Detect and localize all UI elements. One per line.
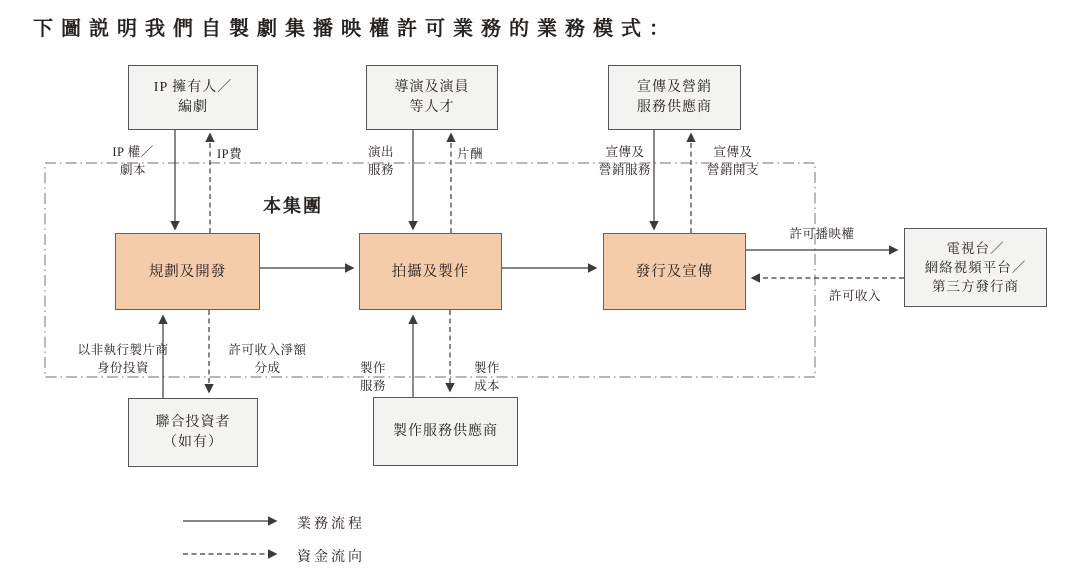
label-performance-service-line2: 服務: [367, 163, 394, 177]
label-marketing-expense: [696, 143, 770, 179]
label-production-cost-line1: 製作: [473, 361, 500, 375]
legend-fund-flow-label: 資金流向: [297, 550, 365, 565]
box-production-provider-label: 製作服務供應商: [393, 423, 498, 439]
label-net-income-share-line2: 分成: [254, 361, 281, 375]
label-marketing-expense-line2: 營銷開支: [706, 163, 759, 177]
label-production-service-line2: 服務: [359, 379, 386, 393]
box-talent: [366, 65, 498, 130]
box-broadcaster-line2: 網絡視頻平台／: [924, 260, 1027, 275]
legend-business-flow-label: 業務流程: [297, 517, 365, 532]
label-production-cost: [464, 359, 510, 395]
group-label: 本集團: [263, 196, 323, 216]
label-production-service: [350, 359, 396, 395]
box-co-investors-line1: 聯合投資者: [155, 414, 231, 430]
label-marketing-service: [588, 143, 662, 179]
label-non-executive-investment: [58, 341, 188, 377]
label-non-executive-investment-line1: 以非執行製片商: [77, 343, 169, 357]
box-co-investors-line2: （如有）: [163, 434, 223, 450]
label-non-executive-investment-line2: 身份投資: [96, 361, 149, 375]
box-marketing-provider-line2: 服務供應商: [637, 99, 712, 115]
box-planning-label: 規劃及開發: [148, 263, 227, 280]
label-license-broadcast-right: 許可播映權: [789, 227, 855, 241]
box-filming: [359, 233, 502, 310]
label-marketing-service-line2: 營銷服務: [598, 163, 651, 177]
box-marketing-provider: [608, 65, 741, 130]
box-filming-label: 拍攝及製作: [391, 263, 470, 280]
box-co-investors: [128, 398, 258, 467]
box-broadcaster-line1: 電視台／: [946, 241, 1005, 256]
label-ip-rights-line2: 劇本: [119, 163, 146, 177]
label-remuneration: 片酬: [457, 147, 484, 161]
label-marketing-expense-line1: 宣傳及: [713, 145, 753, 159]
box-distribution-label: 發行及宣傳: [635, 263, 714, 280]
box-talent-line1: 導演及演員: [394, 79, 470, 95]
box-ip-owner-line1: IP 擁有人／: [153, 79, 233, 95]
box-ip-owner-line2: 編劇: [178, 99, 208, 115]
box-broadcaster: [904, 228, 1047, 307]
box-production-provider: [373, 397, 518, 466]
box-distribution: [603, 233, 746, 310]
box-marketing-provider-line1: 宣傳及營銷: [637, 79, 712, 95]
box-ip-owner: [128, 65, 258, 130]
label-net-income-share-line1: 許可收入淨額: [228, 343, 307, 357]
diagram-title: 下圖説明我們自製劇集播映權許可業務的業務模式：: [33, 18, 677, 40]
label-performance-service-line1: 演出: [367, 145, 394, 159]
label-production-service-line1: 製作: [359, 361, 386, 375]
box-planning: [115, 233, 260, 310]
label-performance-service: [356, 143, 406, 179]
label-marketing-service-line1: 宣傳及: [605, 145, 645, 159]
label-ip-rights: [96, 143, 170, 179]
box-broadcaster-line3: 第三方發行商: [932, 279, 1019, 294]
label-license-income: 許可收入: [828, 289, 881, 303]
box-talent-line2: 等人才: [409, 99, 455, 115]
label-production-cost-line2: 成本: [473, 379, 500, 393]
label-ip-fee: IP費: [217, 147, 243, 161]
label-ip-rights-line1: IP 權／: [112, 145, 154, 159]
label-net-income-share: [220, 341, 315, 377]
